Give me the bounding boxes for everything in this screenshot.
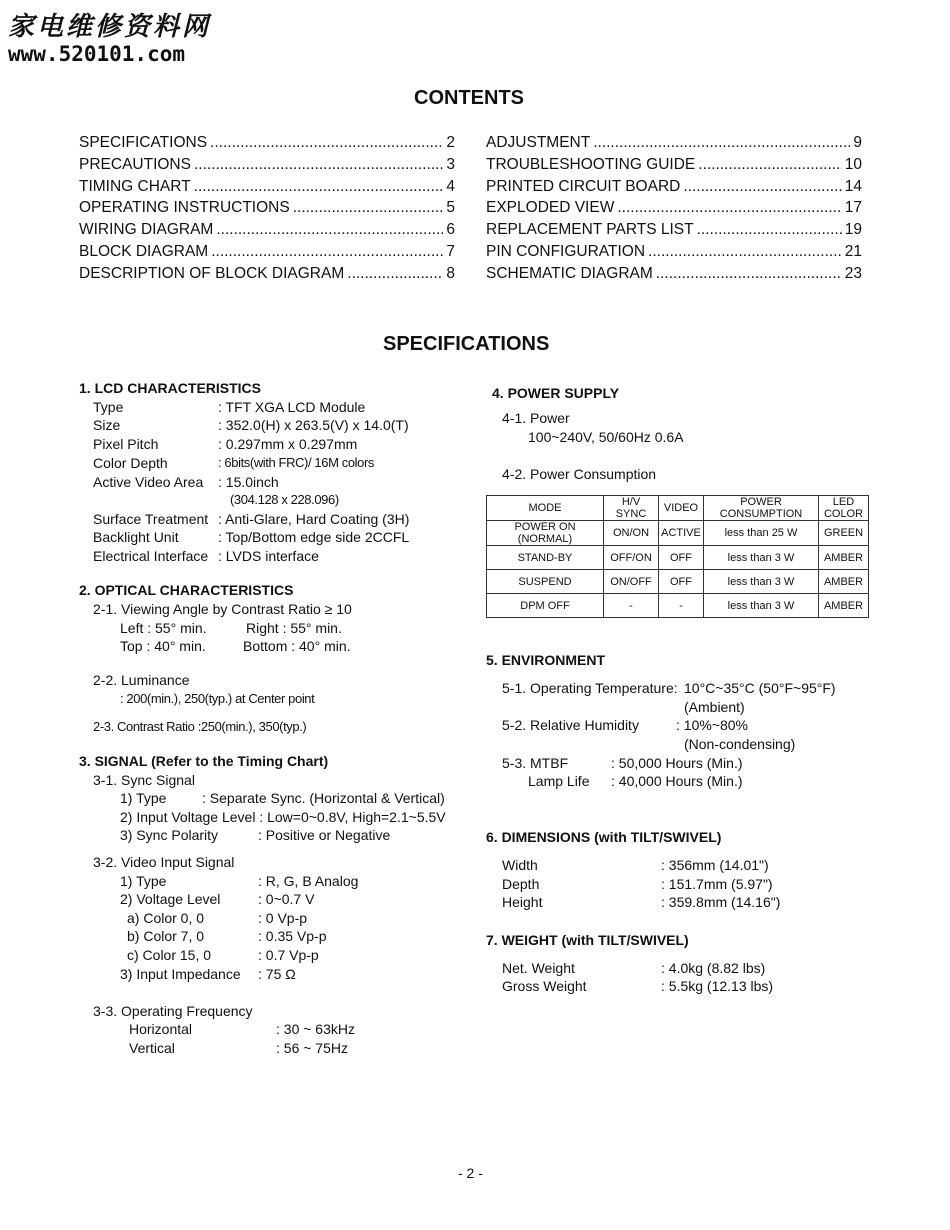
- toc-title: BLOCK DIAGRAM: [79, 243, 209, 260]
- spec-value: 10°C~35°C (50°F~95°F): [684, 680, 836, 696]
- table-cell: -: [604, 594, 659, 618]
- spec-label: Pixel Pitch: [93, 436, 159, 452]
- toc-entry[interactable]: [79, 199, 455, 217]
- spec-value: : 4.0kg (8.82 lbs): [661, 960, 766, 976]
- table-cell: less than 3 W: [704, 570, 819, 594]
- table-cell: ACTIVE: [659, 521, 704, 546]
- environment-heading: 5. ENVIRONMENT: [486, 652, 606, 668]
- spec-value: : 0 Vp-p: [258, 910, 308, 926]
- power-consumption-label: 4-2. Power Consumption: [502, 466, 657, 482]
- spec-label: Surface Treatment: [93, 511, 209, 527]
- toc-title: REPLACEMENT PARTS LIST: [486, 221, 694, 238]
- spec-value: : 40,000 Hours (Min.): [611, 773, 743, 789]
- spec-label: Gross Weight: [502, 978, 587, 994]
- operating-frequency: 3-3. Operating Frequency: [93, 1003, 253, 1019]
- spec-label: Horizontal: [129, 1021, 193, 1037]
- table-cell: SUSPEND: [487, 570, 604, 594]
- toc-page: 7: [446, 243, 455, 260]
- toc-entry[interactable]: [486, 265, 862, 283]
- watermark-url: www.520101.com: [8, 42, 186, 66]
- toc-title: EXPLODED VIEW: [486, 199, 615, 216]
- spec-note: (Ambient): [684, 699, 745, 715]
- spec-value: : 356mm (14.01"): [661, 857, 769, 873]
- toc-page: 19: [844, 221, 862, 238]
- toc-page: 21: [844, 243, 862, 260]
- spec-label: 3) Input Impedance: [120, 966, 241, 982]
- spec-value: : LVDS interface: [218, 548, 319, 564]
- spec-value: : Top/Bottom edge side 2CCFL: [218, 529, 410, 545]
- table-cell: less than 3 W: [704, 594, 819, 618]
- spec-value: : 359.8mm (14.16"): [661, 894, 781, 910]
- spec-value: : 30 ~ 63kHz: [276, 1021, 355, 1037]
- power-consumption-table: [486, 495, 869, 618]
- table-row: [487, 570, 869, 594]
- spec-value: : Positive or Negative: [258, 827, 391, 843]
- table-cell: AMBER: [819, 570, 869, 594]
- toc-entry[interactable]: [486, 134, 862, 152]
- spec-value: : 5.5kg (12.13 lbs): [661, 978, 774, 994]
- toc-page: 14: [844, 178, 862, 195]
- toc-page: 6: [446, 221, 455, 238]
- toc-page: 10: [844, 156, 862, 173]
- toc-title: OPERATING INSTRUCTIONS: [79, 199, 290, 216]
- spec-label: Vertical: [129, 1040, 175, 1056]
- spec-label: Backlight Unit: [93, 529, 179, 545]
- spec-label: b) Color 7, 0: [127, 928, 205, 944]
- table-header-row: [487, 496, 869, 521]
- spec-value: : Anti-Glare, Hard Coating (3H): [218, 511, 410, 527]
- power-value: 100~240V, 50/60Hz 0.6A: [528, 429, 684, 445]
- spec-value: : 0~0.7 V: [258, 891, 315, 907]
- spec-label: 5-2. Relative Humidity: [502, 717, 639, 733]
- angle-right: Right : 55° min.: [246, 620, 342, 636]
- spec-value: : 56 ~ 75Hz: [276, 1040, 348, 1056]
- toc-title: TIMING CHART: [79, 178, 191, 195]
- spec-label: Electrical Interface: [93, 548, 209, 564]
- toc-entry[interactable]: [486, 199, 862, 217]
- power-label: 4-1. Power: [502, 410, 570, 426]
- spec-label: 1) Type: [120, 790, 167, 806]
- spec-value: : Separate Sync. (Horizontal & Vertical): [202, 790, 445, 806]
- table-cell: AMBER: [819, 546, 869, 570]
- table-header: MODE: [487, 496, 604, 521]
- toc-title: WIRING DIAGRAM: [79, 221, 214, 238]
- table-cell: GREEN: [819, 521, 869, 546]
- spec-label: Color Depth: [93, 455, 168, 471]
- toc-title: DESCRIPTION OF BLOCK DIAGRAM: [79, 265, 345, 282]
- table-cell: DPM OFF: [487, 594, 604, 618]
- spec-label: 5-3. MTBF: [502, 755, 569, 771]
- toc-title: ADJUSTMENT: [486, 134, 591, 151]
- toc-page: 3: [446, 156, 455, 173]
- spec-label: Active Video Area: [93, 474, 204, 490]
- table-header: LED COLOR: [819, 496, 869, 521]
- toc-title: SPECIFICATIONS: [79, 134, 208, 151]
- table-row: [487, 521, 869, 546]
- spec-label: 2) Voltage Level: [120, 891, 221, 907]
- table-row: [487, 546, 869, 570]
- input-voltage-level: 2) Input Voltage Level : Low=0~0.8V, High=2.1~5.5V: [120, 809, 446, 825]
- toc-entry[interactable]: [79, 178, 455, 196]
- spec-value: : 50,000 Hours (Min.): [611, 755, 743, 771]
- toc-title: PIN CONFIGURATION: [486, 243, 646, 260]
- spec-value: : 10%~80%: [676, 717, 748, 733]
- table-cell: less than 3 W: [704, 546, 819, 570]
- spec-value: : 15.0inch: [218, 474, 279, 490]
- spec-label: Depth: [502, 876, 540, 892]
- toc-title: PRINTED CIRCUIT BOARD: [486, 178, 681, 195]
- table-cell: ON/OFF: [604, 570, 659, 594]
- weight-heading: 7. WEIGHT (with TILT/SWIVEL): [486, 932, 689, 948]
- contents-title: CONTENTS: [414, 87, 524, 109]
- spec-label: 1) Type: [120, 873, 167, 889]
- spec-note: (Non-condensing): [684, 736, 796, 752]
- toc-entry[interactable]: [486, 243, 862, 261]
- lcd-heading: 1. LCD CHARACTERISTICS: [79, 380, 262, 396]
- watermark-chinese: 家电维修资料网: [8, 12, 212, 42]
- table-cell: OFF: [659, 546, 704, 570]
- table-cell: POWER ON (NORMAL): [487, 521, 604, 546]
- toc-title: SCHEMATIC DIAGRAM: [486, 265, 653, 282]
- spec-label: a) Color 0, 0: [127, 910, 205, 926]
- toc-page: 9: [853, 134, 862, 151]
- spec-label: 3) Sync Polarity: [120, 827, 219, 843]
- spec-value: : 75 Ω: [258, 966, 296, 982]
- table-cell: AMBER: [819, 594, 869, 618]
- optical-heading: 2. OPTICAL CHARACTERISTICS: [79, 582, 294, 598]
- video-input-signal: 3-2. Video Input Signal: [93, 854, 235, 870]
- table-cell: STAND-BY: [487, 546, 604, 570]
- spec-value: : R, G, B Analog: [258, 873, 359, 889]
- spec-value: : TFT XGA LCD Module: [218, 399, 366, 415]
- toc-entry[interactable]: [79, 221, 455, 239]
- spec-label: c) Color 15, 0: [127, 947, 212, 963]
- angle-bottom: Bottom : 40° min.: [243, 638, 351, 654]
- table-header: VIDEO: [659, 496, 704, 521]
- toc-entry[interactable]: [79, 243, 455, 261]
- toc-entry[interactable]: [79, 265, 455, 283]
- angle-left: Left : 55° min.: [120, 620, 207, 636]
- power-heading: 4. POWER SUPPLY: [492, 385, 620, 401]
- toc-title: PRECAUTIONS: [79, 156, 191, 173]
- spec-value: (304.128 x 228.096): [230, 492, 339, 507]
- toc-title: TROUBLESHOOTING GUIDE: [486, 156, 696, 173]
- table-row: [487, 594, 869, 618]
- toc-page: 2: [446, 134, 455, 151]
- table-header: H/V SYNC: [604, 496, 659, 521]
- table-cell: ON/ON: [604, 521, 659, 546]
- spec-label: 5-1. Operating Temperature:: [502, 680, 678, 696]
- toc-entry[interactable]: [79, 134, 455, 152]
- toc-entry[interactable]: [486, 156, 862, 174]
- spec-label: Width: [502, 857, 538, 873]
- spec-value: : 0.7 Vp-p: [258, 947, 319, 963]
- luminance-value: : 200(min.), 250(typ.) at Center point: [120, 691, 315, 706]
- spec-label: Lamp Life: [528, 773, 590, 789]
- spec-value: : 151.7mm (5.97"): [661, 876, 773, 892]
- signal-heading: 3. SIGNAL (Refer to the Timing Chart): [79, 753, 329, 769]
- spec-label: Size: [93, 417, 121, 433]
- contrast-ratio: 2-3. Contrast Ratio :250(min.), 350(typ.): [93, 719, 307, 734]
- table-header: POWER CONSUMPTION: [704, 496, 819, 521]
- toc-page: 5: [446, 199, 455, 216]
- viewing-angle: 2-1. Viewing Angle by Contrast Ratio ≥ 10: [93, 601, 352, 617]
- toc-page: 8: [446, 265, 455, 282]
- luminance-label: 2-2. Luminance: [93, 672, 190, 688]
- spec-value: : 6bits(with FRC)/ 16M colors: [218, 455, 374, 470]
- table-cell: -: [659, 594, 704, 618]
- specifications-title: SPECIFICATIONS: [383, 333, 550, 355]
- table-cell: OFF/ON: [604, 546, 659, 570]
- table-cell: OFF: [659, 570, 704, 594]
- spec-value: : 0.35 Vp-p: [258, 928, 327, 944]
- sync-signal: 3-1. Sync Signal: [93, 772, 195, 788]
- page-number: - 2 -: [458, 1165, 483, 1181]
- dimensions-heading: 6. DIMENSIONS (with TILT/SWIVEL): [486, 829, 722, 845]
- spec-label: Net. Weight: [502, 960, 575, 976]
- toc-entry[interactable]: [486, 221, 862, 239]
- toc-page: 23: [844, 265, 862, 282]
- toc-entry[interactable]: [79, 156, 455, 174]
- spec-value: : 0.297mm x 0.297mm: [218, 436, 358, 452]
- spec-label: Height: [502, 894, 543, 910]
- angle-top: Top : 40° min.: [120, 638, 206, 654]
- spec-value: : 352.0(H) x 263.5(V) x 14.0(T): [218, 417, 409, 433]
- toc-page: 4: [446, 178, 455, 195]
- spec-label: Type: [93, 399, 124, 415]
- table-cell: less than 25 W: [704, 521, 819, 546]
- toc-page: 17: [844, 199, 862, 216]
- toc-entry[interactable]: [486, 178, 862, 196]
